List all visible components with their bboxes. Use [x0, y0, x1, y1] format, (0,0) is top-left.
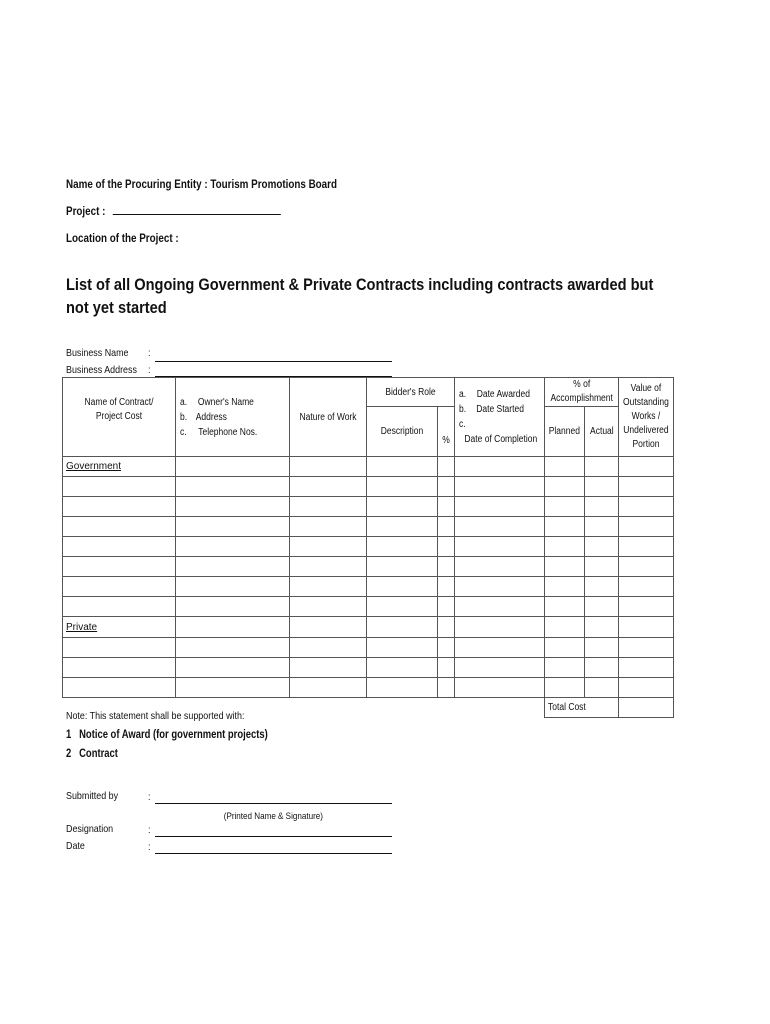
header-percent: %: [438, 407, 455, 457]
table-row[interactable]: [63, 477, 674, 497]
header-planned: Planned: [545, 407, 585, 457]
header-accomplishment: % of Accomplishment: [545, 378, 619, 407]
business-name-colon: :: [148, 347, 151, 359]
submitted-by-label: Submitted by: [66, 790, 119, 802]
table-row[interactable]: [63, 658, 674, 678]
note-item-1: [66, 729, 268, 741]
submitted-by-blank[interactable]: [155, 803, 392, 804]
date-blank[interactable]: [155, 853, 392, 854]
table-row[interactable]: [63, 497, 674, 517]
table-row[interactable]: [63, 678, 674, 698]
note-item-num: 2: [66, 748, 72, 760]
note-item-2: [66, 748, 118, 760]
header-contract: Name of Contract/ Project Cost: [63, 378, 176, 457]
business-name-label: Business Name: [66, 347, 129, 359]
project-blank[interactable]: [113, 214, 281, 215]
contracts-table: [62, 377, 674, 718]
submitted-colon: :: [148, 791, 151, 803]
business-name-blank[interactable]: [155, 361, 392, 362]
note-item-num: 1: [66, 729, 72, 741]
header-description: Description: [367, 407, 438, 457]
date-label: Date: [66, 840, 85, 852]
table-row: [63, 617, 674, 638]
business-address-colon: :: [148, 364, 151, 376]
printed-caption: (Printed Name & Signature): [223, 811, 324, 822]
project-label: Project :: [66, 204, 106, 218]
designation-blank[interactable]: [155, 836, 392, 837]
project-line: [66, 204, 281, 218]
header-actual: Actual: [584, 407, 619, 457]
section-private: Private: [63, 617, 176, 638]
header-bidder-role: Bidder's Role: [367, 378, 455, 407]
printed-caption-wrap: [155, 806, 392, 824]
note-item-text: Notice of Award (for government projects): [79, 729, 268, 741]
designation-label: Designation: [66, 823, 114, 835]
section-government: Government: [63, 457, 176, 477]
note-intro: Note: This statement shall be supported with:: [66, 710, 245, 722]
total-cost-label: Total Cost: [545, 698, 619, 718]
procuring-entity-line: [66, 177, 337, 191]
table-row: [63, 457, 674, 477]
header-nature: Nature of Work: [290, 378, 367, 457]
page-title: List of all Ongoing Government & Private Contracts including contracts awarded but not yet started: [66, 275, 654, 317]
table-row[interactable]: [63, 537, 674, 557]
table-row[interactable]: [63, 597, 674, 617]
table-row[interactable]: [63, 577, 674, 597]
designation-colon: :: [148, 824, 151, 836]
date-colon: :: [148, 841, 151, 853]
table-row[interactable]: [63, 557, 674, 577]
business-address-label: Business Address: [66, 364, 137, 376]
entity-label: Name of the Procuring Entity :: [66, 177, 208, 191]
header-value: Value of Outstanding Works / Undelivered Portion: [619, 378, 674, 457]
table-row[interactable]: [63, 638, 674, 658]
total-cost-value[interactable]: [619, 698, 674, 718]
header-dates: a. Date Awarded b. Date Started c.Date of Completion: [455, 378, 545, 457]
note-item-text: Contract: [79, 748, 118, 760]
entity-value: Tourism Promotions Board: [210, 177, 337, 191]
table-row[interactable]: [63, 517, 674, 537]
location-label: Location of the Project :: [66, 231, 179, 245]
header-owner: a. Owner's Name b. Address c. Telephone Nos.: [176, 378, 290, 457]
